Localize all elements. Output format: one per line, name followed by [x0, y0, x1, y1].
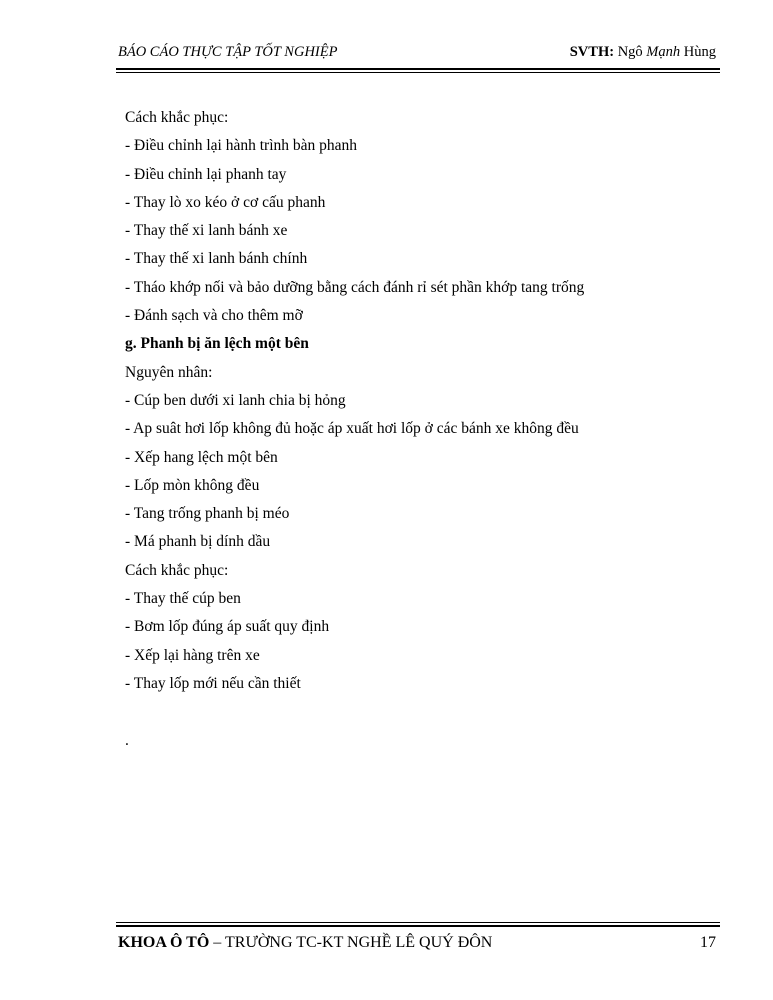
report-title: BÁO CÁO THỰC TẬP TỐT NGHIỆP [118, 44, 338, 60]
text-line: - Tháo khớp nối và bảo dưỡng bằng cách đánh rỉ sét phần khớp tang trống [125, 278, 585, 296]
text-line: - Điều chỉnh lại phanh tay [125, 165, 287, 183]
footer-department: KHOA Ô TÔ [118, 934, 210, 951]
page-footer [118, 934, 718, 952]
text-line: - Xếp hang lệch một bên [125, 448, 278, 466]
text-line: - Thay thế xi lanh bánh chính [125, 250, 308, 268]
trailing-dot: . [125, 732, 129, 749]
footer-rule-thick [116, 925, 720, 927]
author-middle-name: Mạnh [646, 44, 681, 60]
text-line: - Thay lốp mới nếu cần thiết [125, 674, 301, 692]
text-line: - Thay lò xo kéo ở cơ cấu phanh [125, 193, 326, 211]
author-last-name: Hùng [683, 44, 716, 60]
section-heading: g. Phanh bị ăn lệch một bên [125, 335, 309, 353]
footer-school: TRƯỜNG TC-KT NGHỀ LÊ QUÝ ĐÔN [225, 934, 493, 951]
author-first-name: Ngô [617, 44, 643, 60]
text-line: - Xếp lại hàng trên xe [125, 646, 260, 664]
header-rule-thin [116, 72, 720, 73]
text-line: - Lốp mòn không đều [125, 476, 260, 494]
text-line: - Điều chỉnh lại hành trình bàn phanh [125, 137, 358, 155]
text-line: Cách khắc phục: [125, 109, 229, 126]
page-header [118, 44, 718, 70]
text-line: - Ap suât hơi lốp không đủ hoặc áp xuất hơi lốp ở các bánh xe không đều [125, 420, 579, 438]
footer-rule-thin [116, 922, 720, 923]
text-line: - Tang trống phanh bị méo [125, 505, 290, 523]
footer-institution [118, 934, 492, 951]
header-rule-thick [116, 68, 720, 70]
text-line: - Bơm lốp đúng áp suất quy định [125, 618, 330, 636]
footer-separator: – [209, 934, 225, 951]
text-line: - Cúp ben dưới xi lanh chia bị hỏng [125, 391, 346, 409]
text-line: - Thay thế xi lanh bánh xe [125, 222, 288, 240]
text-line: Nguyên nhân: [125, 363, 213, 381]
page-body [125, 104, 720, 698]
author-label: SVTH: [569, 44, 615, 60]
author-info [570, 44, 716, 61]
page-number: 17 [700, 934, 716, 951]
text-line: - Đánh sạch và cho thêm mỡ [125, 307, 303, 325]
text-line: - Thay thế cúp ben [125, 590, 241, 608]
text-line: Cách khắc phục: [125, 561, 229, 579]
text-line: - Má phanh bị dính dầu [125, 533, 271, 551]
